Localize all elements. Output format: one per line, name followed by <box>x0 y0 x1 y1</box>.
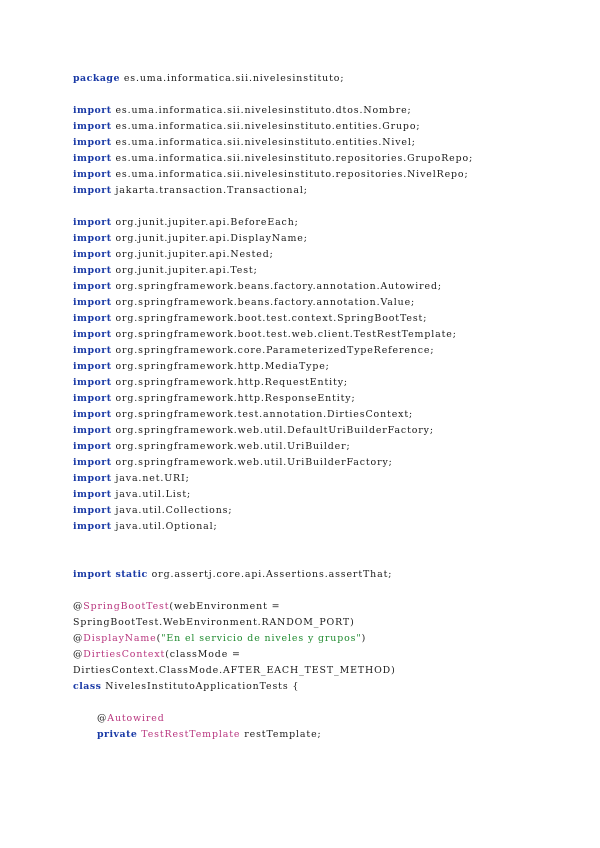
import-keyword: import <box>73 441 112 452</box>
at-sign: @ <box>97 713 108 724</box>
paren-open: ( <box>156 633 162 644</box>
import-line <box>73 135 593 151</box>
import-path: org.springframework.http.RequestEntity; <box>115 377 348 388</box>
import-keyword: import <box>73 457 112 468</box>
import-keyword: import <box>73 377 112 388</box>
import-keyword: import <box>73 185 112 196</box>
static-import-path: org.assertj.core.api.Assertions.assertThat; <box>151 569 393 580</box>
import-line <box>73 439 593 455</box>
annotation-name: DirtiesContext <box>83 649 166 660</box>
import-path: es.uma.informatica.sii.nivelesinstituto.entities.Nivel; <box>115 137 416 148</box>
package-keyword: package <box>73 73 120 84</box>
import-line <box>73 103 593 119</box>
import-keyword: import <box>73 329 112 340</box>
import-line <box>73 295 593 311</box>
import-path: org.springframework.beans.factory.annotation.Value; <box>115 297 416 308</box>
import-path: org.springframework.beans.factory.annotation.Autowired; <box>115 281 442 292</box>
import-path: es.uma.informatica.sii.nivelesinstituto.entities.Grupo; <box>115 121 421 132</box>
dirtiescontext-annotation <box>73 647 593 663</box>
import-line <box>73 311 593 327</box>
import-path: jakarta.transaction.Transactional; <box>115 185 308 196</box>
package-declaration <box>73 71 593 87</box>
springboottest-annotation <box>73 599 593 615</box>
import-keyword: import <box>73 521 112 532</box>
import-path: org.junit.jupiter.api.BeforeEach; <box>115 217 299 228</box>
at-sign: @ <box>73 633 84 644</box>
at-sign: @ <box>73 649 84 660</box>
import-line <box>73 279 593 295</box>
class-keyword: class <box>73 681 102 692</box>
import-line <box>73 503 593 519</box>
import-keyword: import <box>73 361 112 372</box>
import-keyword: import <box>73 121 112 132</box>
import-keyword: import <box>73 217 112 228</box>
class-declaration <box>73 679 593 695</box>
field-declaration <box>73 727 593 743</box>
import-line <box>73 231 593 247</box>
import-path: org.springframework.http.MediaType; <box>115 361 330 372</box>
import-keyword: import <box>73 153 112 164</box>
import-keyword: import <box>73 409 112 420</box>
import-keyword: import <box>73 425 112 436</box>
annotation-args: SpringBootTest.WebEnvironment.RANDOM_PORT) <box>73 617 355 628</box>
import-line <box>73 215 593 231</box>
blank-line <box>73 87 593 103</box>
import-keyword: import <box>73 105 112 116</box>
import-path: org.springframework.boot.test.web.client.TestRestTemplate; <box>115 329 457 340</box>
import-line <box>73 167 593 183</box>
at-sign: @ <box>73 601 84 612</box>
import-keyword: import <box>73 233 112 244</box>
private-keyword: private <box>97 729 138 740</box>
import-keyword: import <box>73 297 112 308</box>
import-path: org.springframework.web.util.UriBuilderFactory; <box>115 457 393 468</box>
import-path: java.net.URI; <box>115 473 190 484</box>
blank-lines <box>73 535 593 567</box>
import-keyword: import <box>73 137 112 148</box>
annotation-args: DirtiesContext.ClassMode.AFTER_EACH_TEST_METHOD) <box>73 665 396 676</box>
import-line <box>73 519 593 535</box>
import-path: es.uma.informatica.sii.nivelesinstituto.repositories.GrupoRepo; <box>115 153 474 164</box>
import-path: org.springframework.http.ResponseEntity; <box>115 393 356 404</box>
import-keyword: import <box>73 313 112 324</box>
package-name: es.uma.informatica.sii.nivelesinstituto; <box>123 73 345 84</box>
import-path: org.junit.jupiter.api.DisplayName; <box>115 233 308 244</box>
import-line <box>73 247 593 263</box>
blank-line <box>73 199 593 215</box>
paren-close: ) <box>361 633 367 644</box>
import-keyword: import <box>73 393 112 404</box>
import-keyword: import <box>73 489 112 500</box>
import-line <box>73 391 593 407</box>
displayname-annotation <box>73 631 593 647</box>
annotation-name: DisplayName <box>83 633 157 644</box>
import-line <box>73 183 593 199</box>
blank-line <box>73 583 593 599</box>
import-line <box>73 359 593 375</box>
static-import-line <box>73 567 593 583</box>
springboottest-annotation-continued <box>73 615 593 631</box>
import-path: org.springframework.core.ParameterizedTypeReference; <box>115 345 435 356</box>
static-keyword: static <box>115 569 148 580</box>
import-line <box>73 487 593 503</box>
import-path: org.junit.jupiter.api.Nested; <box>115 249 274 260</box>
import-path: org.junit.jupiter.api.Test; <box>115 265 258 276</box>
import-line <box>73 151 593 167</box>
import-path: org.springframework.boot.test.context.SpringBootTest; <box>115 313 428 324</box>
import-path: es.uma.informatica.sii.nivelesinstituto.repositories.NivelRepo; <box>115 169 469 180</box>
import-group-libraries <box>73 215 593 535</box>
import-line <box>73 327 593 343</box>
import-keyword: import <box>73 569 112 580</box>
blank-line <box>73 695 593 711</box>
code-listing <box>73 71 593 743</box>
import-line <box>73 455 593 471</box>
import-keyword: import <box>73 473 112 484</box>
import-group-project <box>73 103 593 199</box>
dirtiescontext-annotation-continued <box>73 663 593 679</box>
import-keyword: import <box>73 169 112 180</box>
annotation-name: SpringBootTest <box>83 601 170 612</box>
import-line <box>73 119 593 135</box>
field-type: TestRestTemplate <box>141 729 241 740</box>
import-keyword: import <box>73 281 112 292</box>
string-literal: "En el servicio de niveles y grupos" <box>161 633 362 644</box>
import-path: org.springframework.web.util.DefaultUriBuilderFactory; <box>115 425 434 436</box>
annotation-name: Autowired <box>107 713 165 724</box>
import-line <box>73 423 593 439</box>
import-line <box>73 471 593 487</box>
import-path: java.util.Collections; <box>115 505 233 516</box>
import-keyword: import <box>73 265 112 276</box>
import-path: java.util.List; <box>115 489 192 500</box>
import-keyword: import <box>73 345 112 356</box>
import-keyword: import <box>73 505 112 516</box>
import-line <box>73 375 593 391</box>
annotation-args: (webEnvironment = <box>169 601 281 612</box>
import-path: es.uma.informatica.sii.nivelesinstituto.dtos.Nombre; <box>115 105 412 116</box>
import-line <box>73 343 593 359</box>
import-path: org.springframework.web.util.UriBuilder; <box>115 441 351 452</box>
import-line <box>73 407 593 423</box>
field-name: restTemplate; <box>244 729 322 740</box>
autowired-annotation <box>73 711 593 727</box>
import-line <box>73 263 593 279</box>
import-path: java.util.Optional; <box>115 521 218 532</box>
annotation-args: (classMode = <box>165 649 241 660</box>
import-keyword: import <box>73 249 112 260</box>
class-name: NivelesInstitutoApplicationTests { <box>105 681 300 692</box>
import-path: org.springframework.test.annotation.DirtiesContext; <box>115 409 414 420</box>
